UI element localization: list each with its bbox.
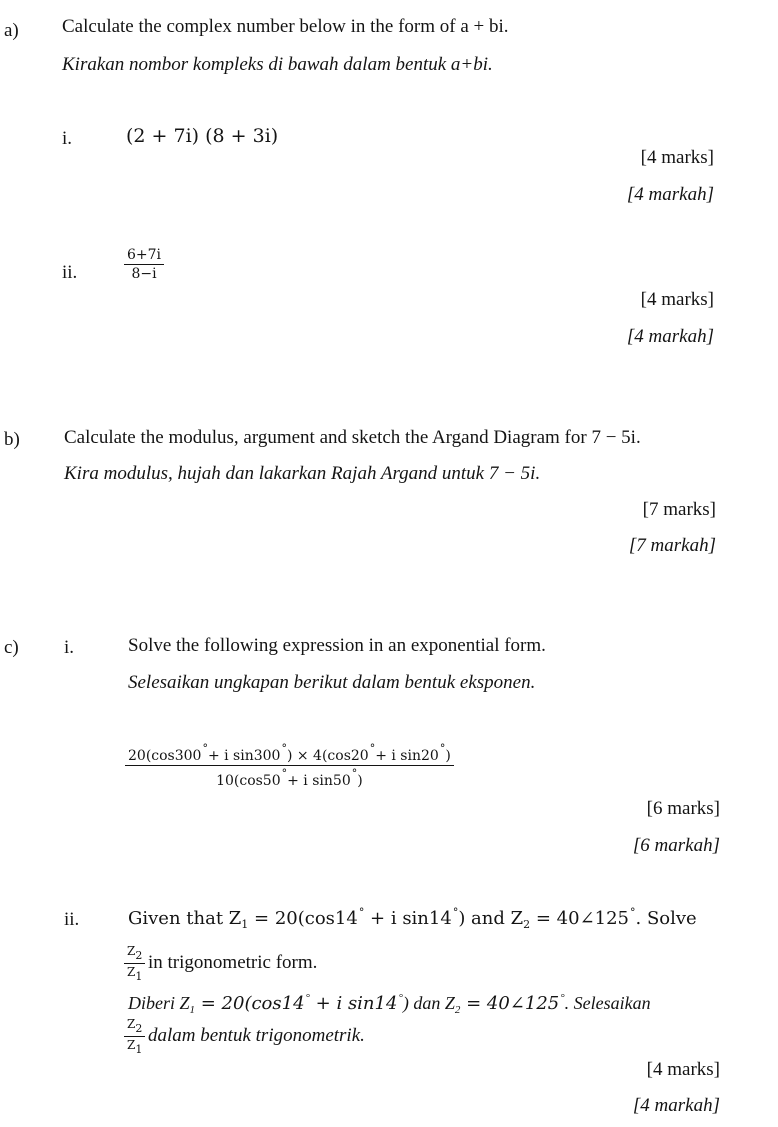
degree-sign: ° [281,767,288,780]
part-a-i-marks-ms: [4 markah] [626,184,714,205]
part-c-label: c) [4,637,19,658]
degree-sign: ° [452,906,459,919]
frac-num [124,945,145,961]
expr-part: ) dan Z [402,993,455,1013]
degree-sign: ° [560,992,565,1004]
part-a-i-expression: (2 + 7i) (8 + 3i) [126,125,279,147]
expr-part: = 40∠125 [460,993,560,1014]
part-c-i-marks-en: [6 marks] [646,798,720,819]
frac-den [124,1039,145,1055]
expr-part: = 20(cos14 [195,993,305,1014]
solve-text: . Solve [635,908,697,929]
fraction-bar [124,963,145,964]
part-b-label: b) [4,429,20,450]
frac-den [124,966,145,982]
num-part: + i sin20 [375,748,439,764]
frac-num [124,1018,145,1034]
num-part: ) × 4(cos20 [286,748,369,764]
part-a-ii-numerator: 6+7i [127,247,162,263]
degree-sign: ° [398,992,403,1004]
fraction-bar [124,264,164,265]
degree-sign: ° [351,767,358,780]
part-c-ii-given-ms [128,993,651,1016]
part-c-i-fraction [125,743,454,788]
part-b-question-en: Calculate the modulus, argument and sketch the Argand Diagram for 7 − 5i. [64,427,641,448]
part-c-ii-given-en [128,907,697,930]
part-a-question-ms: Kirakan nombor kompleks di bawah dalam bentuk a+bi. [62,54,493,75]
part-a-i-label: i. [62,128,73,149]
subscript: 1 [135,970,143,983]
degree-sign: ° [630,906,636,919]
part-b-question-ms: Kira modulus, hujah dan lakarkan Rajah Argand untuk 7 − 5i. [64,463,541,484]
part-a-ii-label: ii. [62,262,78,283]
den-part: 10(cos50 [216,773,281,789]
part-c-ii-label: ii. [64,909,80,930]
part-c-ii-marks-en: [4 marks] [646,1059,720,1080]
degree-sign: ° [305,992,310,1004]
degree-sign: ° [369,742,376,755]
den-part: ) [357,773,363,789]
degree-sign: ° [202,742,208,755]
expr-part: ) and Z [458,908,524,929]
degree-sign: ° [281,742,287,755]
z-letter: Z [127,1038,136,1052]
part-a-ii-marks-en: [4 marks] [640,289,714,310]
part-c-i-label: i. [64,637,75,658]
num-part: 20(cos300 [128,748,202,764]
z-letter: Z [127,944,136,958]
z2-over-z1-fraction-ms [124,1018,145,1055]
given-text: Given that Z [128,908,242,929]
part-b-marks-en: [7 marks] [642,499,716,520]
den-part: + i sin50 [287,773,351,789]
subscript: 2 [135,1022,143,1035]
solve-text: . Selesaikan [564,993,651,1013]
part-a-question-en: Calculate the complex number below in the form of a + bi. [62,16,509,37]
part-a-ii-denominator: 8−i [131,266,157,282]
subscript: 2 [454,1004,461,1016]
part-c-i-numerator [125,743,454,763]
part-c-ii-marks-ms: [4 markah] [632,1095,720,1116]
expr-part: = 20(cos14 [248,908,358,929]
subscript: 1 [135,1043,143,1056]
degree-sign: ° [358,906,365,919]
z2-over-z1-fraction-en [124,945,145,982]
z-letter: Z [127,1017,136,1031]
subscript: 1 [241,918,249,931]
subscript: 2 [135,949,143,962]
part-c-i-question-ms: Selesaikan ungkapan berikut dalam bentuk eksponen. [128,672,536,693]
degree-sign: ° [439,742,446,755]
part-c-i-question-en: Solve the following expression in an exponential form. [128,635,546,656]
num-part: + i sin300 [207,748,281,764]
z-letter: Z [127,965,136,979]
subscript: 1 [189,1004,196,1016]
part-b-marks-ms: [7 markah] [628,535,716,556]
given-text: Diberi Z [128,993,190,1013]
expr-part: + i sin14 [309,993,398,1014]
fraction-bar [125,765,454,766]
part-c-i-marks-ms: [6 markah] [632,835,720,856]
part-c-ii-trig-ms: dalam bentuk trigonometrik. [148,1025,365,1046]
part-c-ii-trig-en: in trigonometric form. [148,952,318,973]
subscript: 2 [523,918,531,931]
part-a-label: a) [4,20,19,41]
part-a-i-marks-en: [4 marks] [640,147,714,168]
fraction-bar [124,1036,145,1037]
part-a-ii-marks-ms: [4 markah] [626,326,714,347]
expr-part: + i sin14 [364,908,452,929]
part-a-ii-fraction [124,248,164,281]
num-part: ) [445,748,451,764]
part-c-i-denominator [125,768,454,788]
expr-part: = 40∠125 [530,908,630,929]
